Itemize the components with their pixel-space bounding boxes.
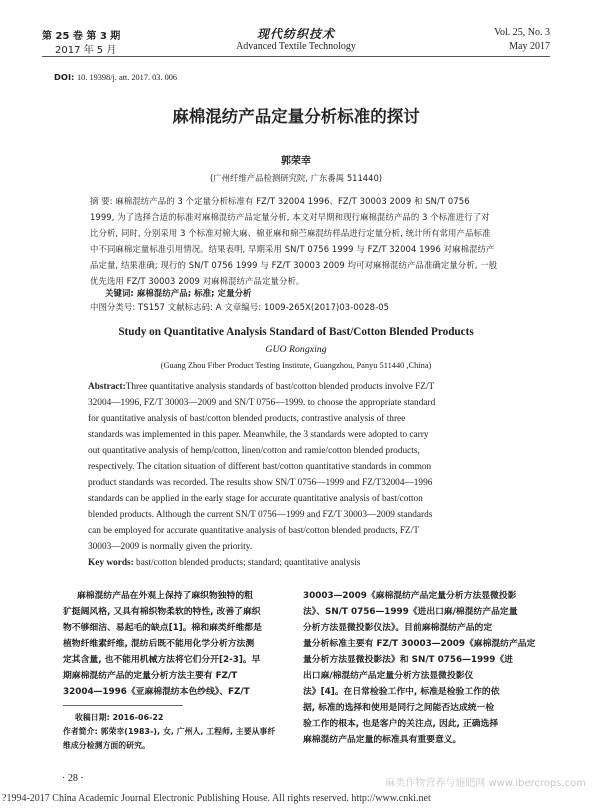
abstract-cn-line: 中不同麻棉定量标准引用情况。结果表明, 早期采用 SN/T 0756 1999 与 FZ/T 32004 1996 对麻棉混纺产 [90,244,495,254]
header-vol-en: Vol. 25, No. 3 [494,27,550,38]
header-date-en: May 2017 [509,41,550,52]
body-text-line: 出口麻/棉混纺产品定量分析方法显微投影仪 [303,671,474,681]
body-text-line: 麻棉混纺产品在外观上保持了麻织物独特的粗 [77,591,253,601]
abstract-en-line: Abstract:Three quantitative analysis standards of bast/cotton blended products involve FZ/T [88,382,435,392]
abstract-cn-line: 比分析, 同时, 分别采用 3 个标准对棉大麻、棉亚麻和棉苎麻混纺样品进行定量分析, 统计所有常用产品标准 [90,228,491,238]
keywords-cn: 关键词: 麻棉混纺产品; 标准; 定量分析 [105,288,252,298]
abstract-cn-line: 优先选用 FZ/T 30003 2009 对麻棉混纺产品定量分析。 [90,276,305,286]
header-volume: 第 25 卷 第 3 期 [42,31,121,42]
abstract-en-line: product standards was recorded. The results show SN/T 0756—1999 and FZ/T32004—1996 [88,478,433,488]
body-text-line: 分析方法显微投影仪法》。目前麻棉混纺产品的定 [303,623,493,633]
body-text-line: 据, 标准的选择和使用是同行之间能否达成统一检 [303,703,495,713]
abstract-en-line: standards can be applied in the early stage for accurate quantitative analysis of bast/cotton [88,494,423,504]
doi [54,72,177,82]
footnote-rule [63,705,183,706]
header-rule [42,56,550,57]
body-text-line: 犷挺阔风格, 又具有棉织物柔软的特性, 改善了麻织 [63,607,261,617]
body-text-line: 32004—1996《亚麻棉混纺本色纱线》、FZ/T [63,687,250,697]
footnote-author-bio-cont: 维成分检测方面的研究。 [63,741,150,750]
body-text-line: 法》、SN/T 0756—1999《进出口麻/棉混纺产品定量 [303,607,518,617]
page-number: · 28 · [62,773,84,784]
affiliation-en: (Guang Zhou Fiber Product Testing Institute, Guangzhou, Panyu 511440 ,China) [160,361,432,370]
body-text-line: 30003—2009《麻棉混纺产品定量分析方法显微投影 [303,591,517,601]
copyright-footer: ?1994-2017 China Academic Journal Electronic Publishing House. All rights reserved. http://www.cnki.net [2,793,431,804]
body-text-line: 植物纤维素纤维, 混纺后既不能用化学分析方法测 [63,639,255,649]
body-text-line: 期麻棉混纺产品的定量分析方法主要有 FZ/T [63,671,238,681]
title-en: Study on Quantitative Analysis Standard of Bast/Cotton Blended Products [118,326,474,338]
journal-name-cn: 现代纺织技术 [256,27,335,41]
classification-cn: 中图分类号: TS157 文献标志码: A 文章编号: 1009-265X(2017)03-0028-05 [90,302,390,312]
body-text-line: 定其含量, 也不能用机械方法将它们分开[2-3]。早 [63,655,261,665]
abstract-en-line: 30003—2009 is normally given the priority. [88,542,253,552]
footnote-received: 收稿日期: 2016-06-22 [75,713,164,722]
affiliation-cn: (广州纤维产品检测研究院, 广东番禺 511440) [209,173,383,183]
body-text-line: 物不够细洁、易起毛的缺点[1]。棉和麻类纤维都是 [63,623,262,633]
abstract-en-line: standards was implemented in this paper. Meanwhile, the 3 standards were adopted to carry [88,430,429,440]
abstract-cn-line: 1999, 为了选择合适的标准对麻棉混纺产品定量分析, 本文对早期和现行麻棉混纺产品的 3 个标准进行了对 [90,212,490,222]
abstract-en-line: can be employed for accurate quantitative analysis of bast/cotton blended products, FZ/T [88,526,419,536]
doi-value: 10. 19398/j. att. 2017. 03. 006 [77,73,178,82]
keywords-en-label: Key words: [88,558,134,568]
body-text-line: 量分析方法显微投影法》和 SN/T 0756—1999《进 [303,655,513,665]
author-en: GUO Rongxing [265,344,327,355]
footnote-author-bio: 作者简介: 郭荣幸(1983-), 女, 广州人, 工程师, 主要从事纤 [63,727,276,736]
abstract-en-line: for quantitative analysis of bast/cotton blended products, contrastive analysis of three [88,414,406,424]
keywords-en [88,558,360,568]
body-text-line: 验工作的根本, 也是客户的关注点, 因此, 正确选择 [303,719,499,729]
abstract-en-line: out quantitative analysis of hemp/cotton, linen/cotton and ramie/cotton blended products, [88,446,420,456]
body-text-line: 麻棉混纺产品定量的标准具有重要意义。 [303,735,462,745]
abstract-cn-line: 摘 要: 麻棉混纺产品的 3 个定量分析标准有 FZ/T 32004 1996、FZ/T 30003 2009 和 SN/T 0756 [90,196,470,206]
keywords-en-value: bast/cotton blended products; standard; quantitative analysis [136,558,361,568]
watermark: 麻类作物营养与施肥网 www.ibercrops.com [385,778,586,789]
body-text-line: 量分析标准主要有 FZ/T 30003—2009《麻棉混纺产品定 [303,639,536,649]
title-cn: 麻棉混纺产品定量分析标准的探讨 [172,107,420,126]
doi-label: DOI: [54,72,75,82]
abstract-cn-line: 品定量, 结果准确; 现行的 SN/T 0756 1999 与 FZ/T 30003 2009 均可对麻棉混纺产品准确定量分析, 一般 [90,260,498,270]
body-text-line: 法》[4]。在日常检验工作中, 标准是检验工作的依 [303,687,500,697]
journal-name-en: Advanced Textile Technology [236,41,356,52]
abstract-en-label: Abstract: [88,382,126,392]
abstract-en-line: blended products. Although the current SN/T 0756—1999 and FZ/T 30003—2009 standards [88,510,433,520]
abstract-en-line: respectively. The citation situation of different bast/cotton quantitative standards in common [88,462,432,472]
abstract-en-line: 32004—1996, FZ/T 30003—2009 and SN/T 0756—1999. to choose the appropriate standard [88,398,436,408]
author-cn: 郭荣幸 [281,156,311,167]
header-date: 2017 年 5 月 [55,45,117,56]
